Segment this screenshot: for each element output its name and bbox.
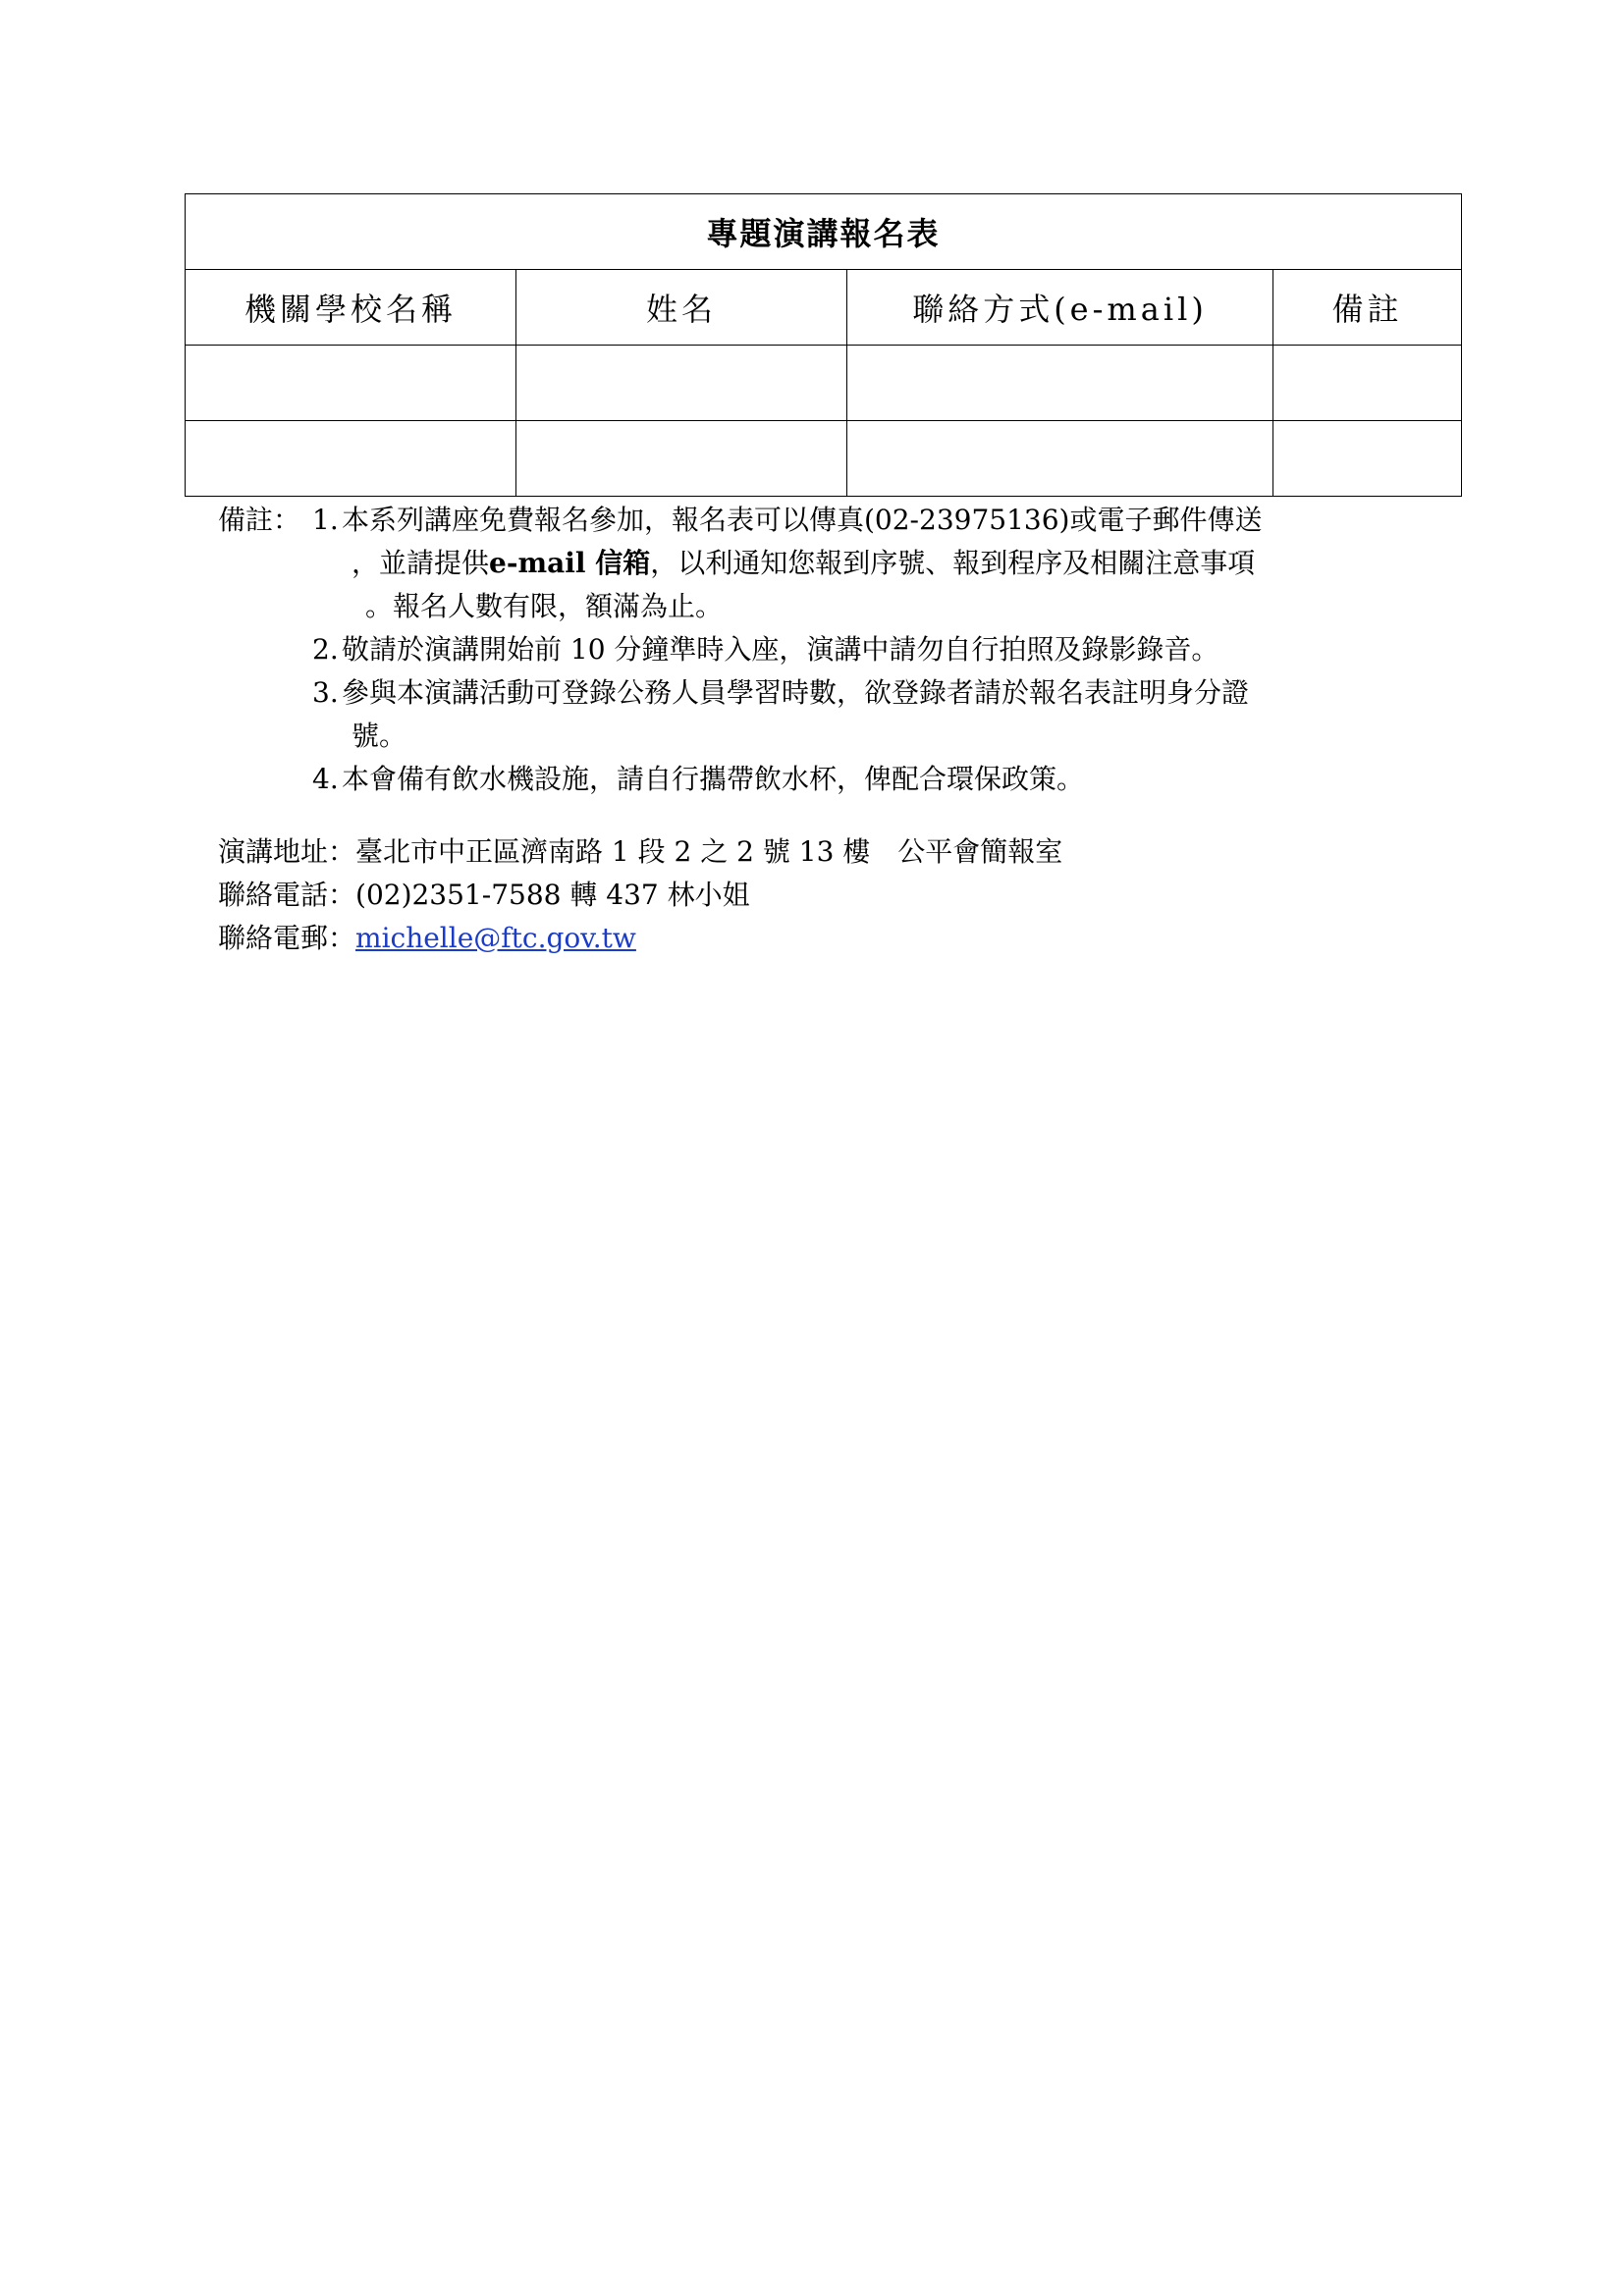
form-title: 專題演講報名表	[186, 194, 1462, 270]
column-header-organization: 機關學校名稱	[186, 270, 516, 346]
note-item-3	[312, 671, 1494, 715]
note-text: 本會備有飲水機設施，請自行攜帶飲水杯，俾配合環保政策。	[342, 763, 1085, 795]
note-number: 4.	[312, 763, 339, 795]
address-value: 臺北市中正區濟南路 1 段 2 之 2 號 13 樓 公平會簡報室	[355, 835, 1063, 868]
phone-line	[218, 874, 1062, 917]
note-text: 敬請於演講開始前 10 分鐘準時入座，演講中請勿自行拍照及錄影錄音。	[342, 633, 1219, 666]
note-continuation	[218, 542, 1494, 585]
contact-cell[interactable]	[847, 421, 1273, 497]
email-line	[218, 917, 1062, 960]
column-header-remarks: 備註	[1273, 270, 1462, 346]
contact-cell[interactable]	[847, 346, 1273, 421]
email-link[interactable]: michelle@ftc.gov.tw	[355, 922, 636, 954]
note-item-2	[312, 628, 1494, 671]
note-number: 3.	[312, 676, 339, 709]
name-cell[interactable]	[516, 346, 847, 421]
email-label: 聯絡電郵：	[218, 922, 356, 954]
note-text: ，以利通知您報到序號、報到程序及相關注意事項	[650, 547, 1256, 579]
phone-value: (02)2351-7588 轉 437 林小姐	[355, 879, 750, 911]
contact-section	[218, 830, 1062, 960]
header-row	[186, 270, 1462, 346]
address-line	[218, 830, 1062, 874]
name-cell[interactable]	[516, 421, 847, 497]
note-item-4	[312, 758, 1494, 801]
address-label: 演講地址：	[218, 835, 356, 868]
note-continuation: 。報名人數有限，額滿為止。	[365, 590, 724, 622]
note-continuation: 號。	[352, 720, 407, 752]
table-row	[186, 346, 1462, 421]
email-box-emphasis: e-mail 信箱	[489, 547, 651, 579]
note-item-1	[218, 499, 1494, 542]
note-text: 本系列講座免費報名參加，報名表可以傳真(02-23975136)或電子郵件傳送	[342, 504, 1263, 536]
registration-form-table	[185, 193, 1462, 497]
organization-cell[interactable]	[186, 346, 516, 421]
remarks-cell[interactable]	[1273, 346, 1462, 421]
phone-label: 聯絡電話：	[218, 879, 356, 911]
note-text: ，並請提供	[352, 547, 490, 579]
note-text: 參與本演講活動可登錄公務人員學習時數，欲登錄者請於報名表註明身分證	[342, 676, 1250, 709]
organization-cell[interactable]	[186, 421, 516, 497]
notes-label: 備註：	[218, 504, 301, 536]
note-number: 1.	[312, 504, 339, 536]
notes-section	[218, 499, 1494, 801]
column-header-contact: 聯絡方式(e-mail)	[847, 270, 1273, 346]
note-number: 2.	[312, 633, 339, 666]
table-row	[186, 421, 1462, 497]
remarks-cell[interactable]	[1273, 421, 1462, 497]
column-header-name: 姓名	[516, 270, 847, 346]
